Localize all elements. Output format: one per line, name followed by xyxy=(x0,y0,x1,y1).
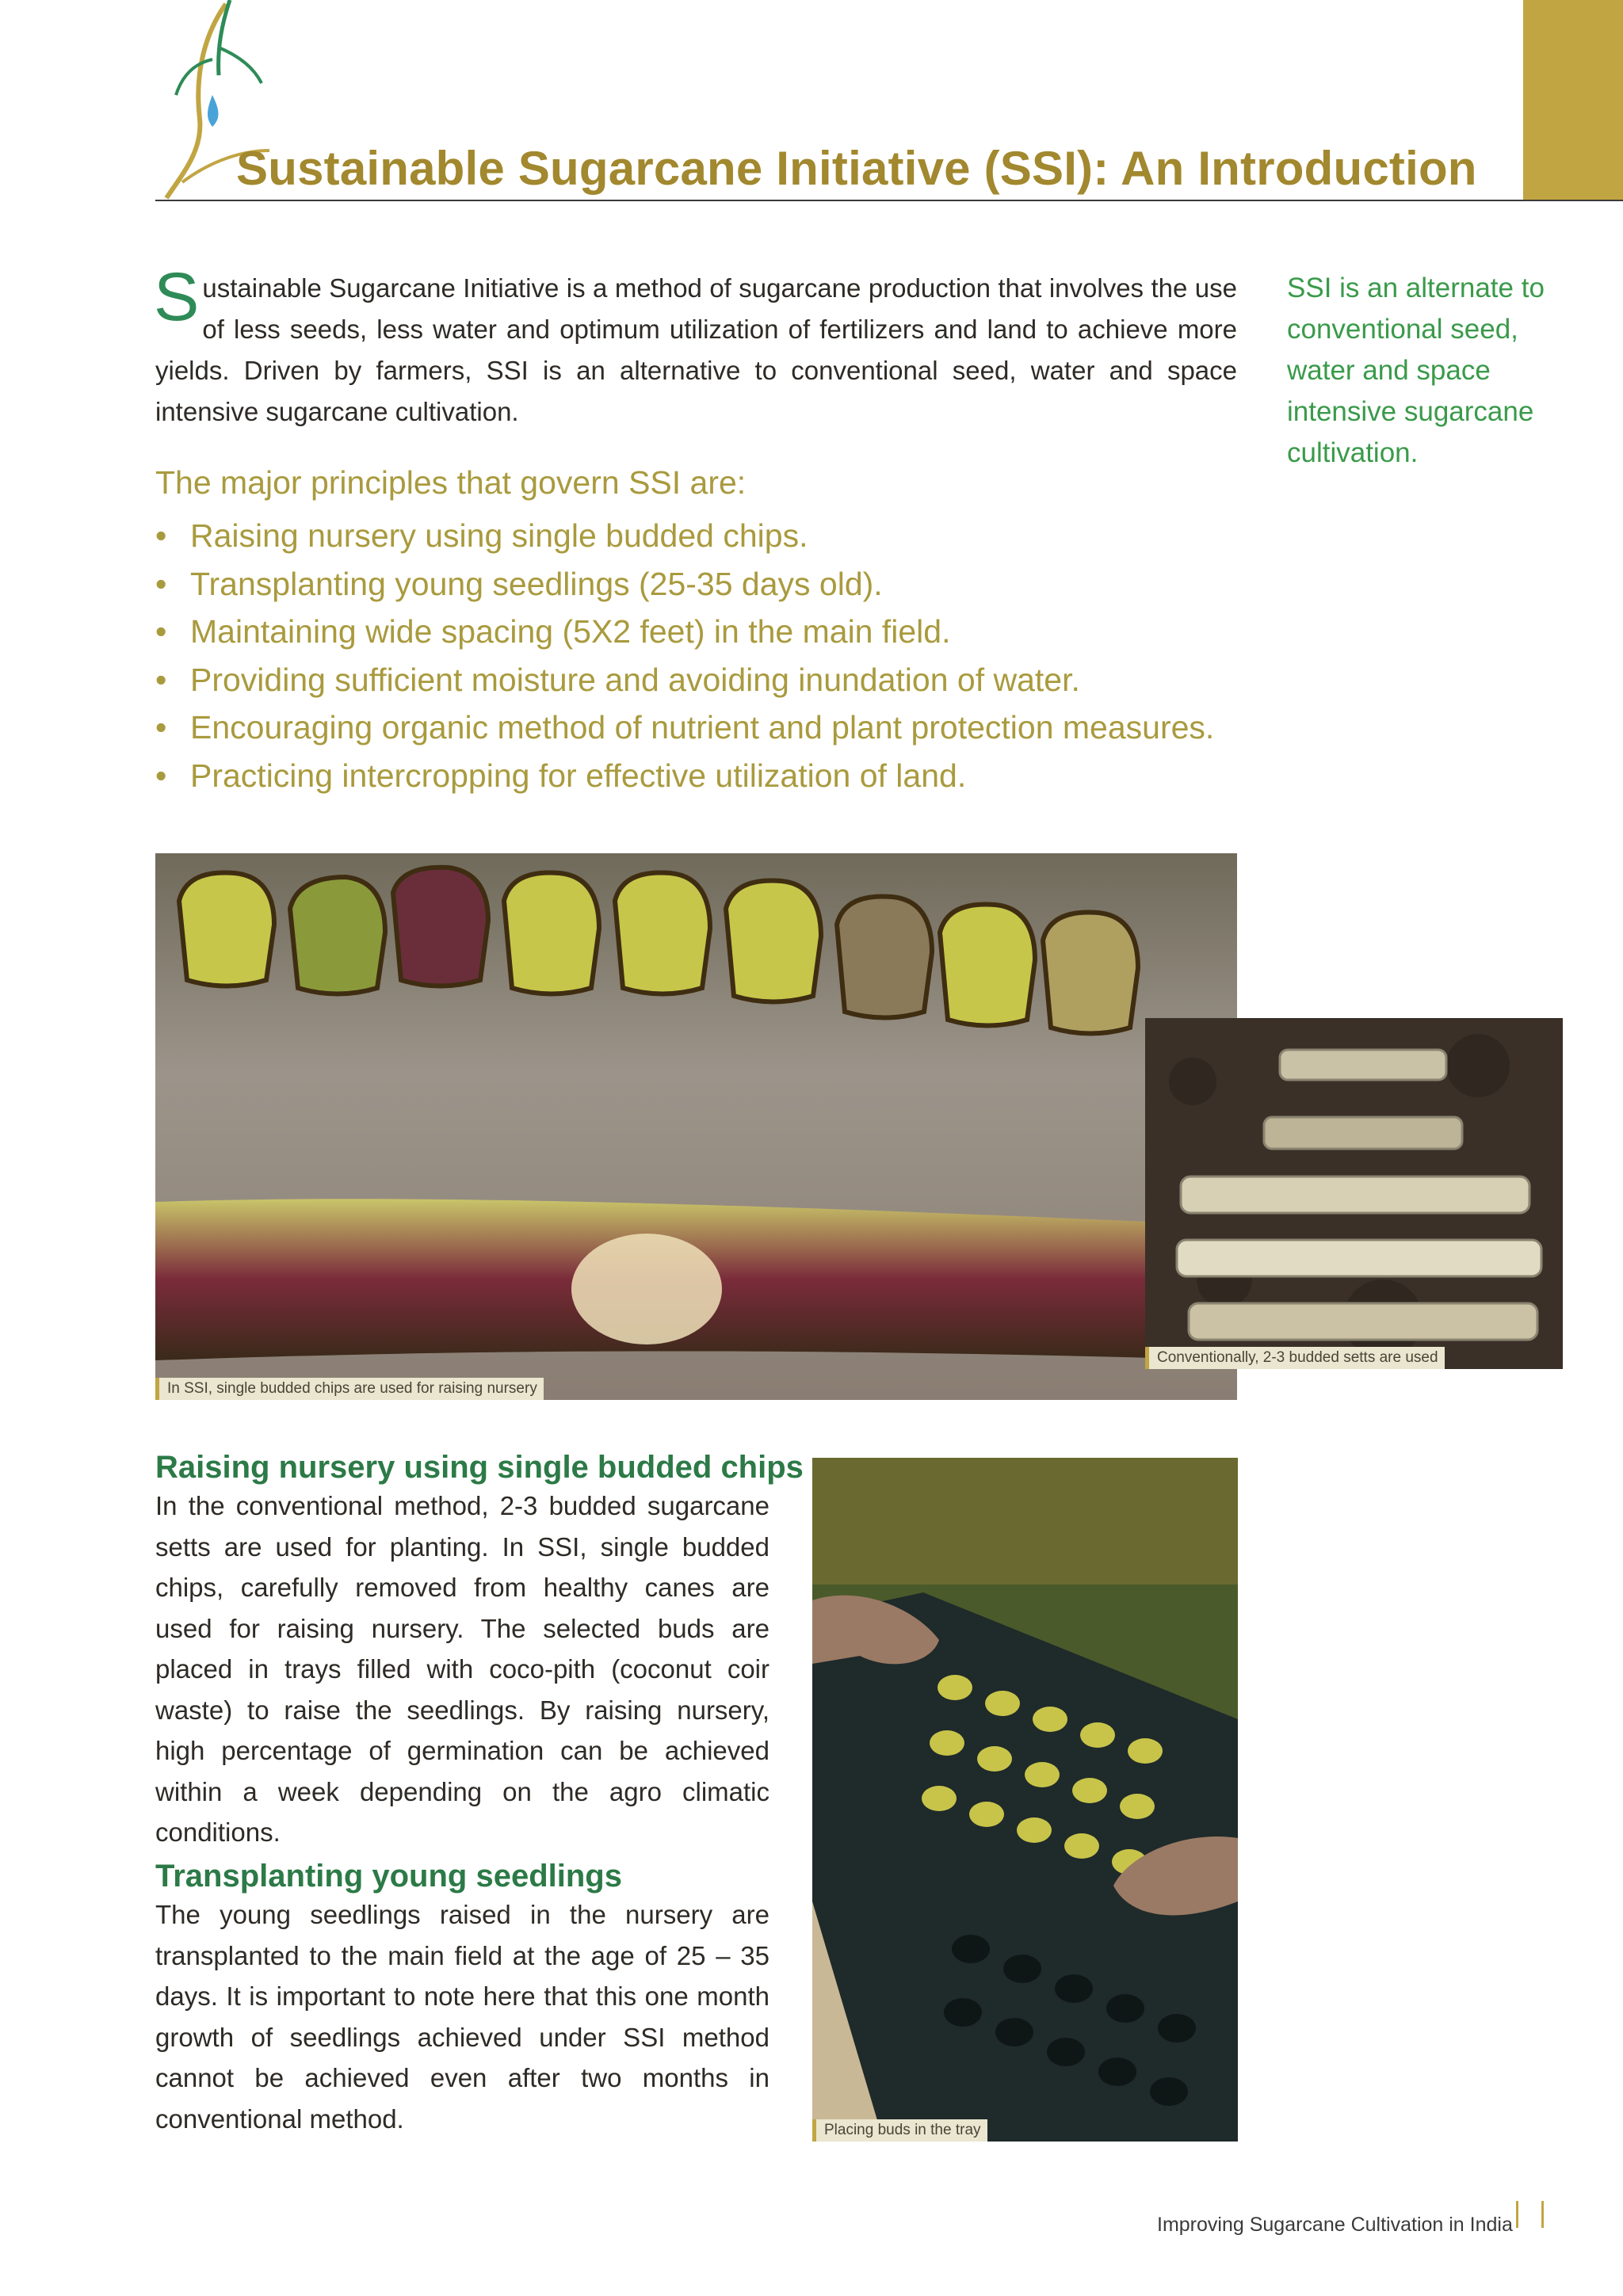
intro-text: ustainable Sugarcane Initiative is a method of sugarcane production that involves the use of less seeds, less water and optimum utilization of fertilizers and land to achieve more yields. Driven by farmers, SSI is an alternative to conventional seed, water and space intensive sugarcane cultivation. xyxy=(155,273,1237,426)
section-transplanting xyxy=(155,1859,769,2139)
chips-caption: In SSI, single budded chips are used for raising nursery xyxy=(155,1378,544,1400)
principles-list xyxy=(155,512,1214,799)
intro-dropcap: S xyxy=(154,259,200,335)
list-item xyxy=(155,752,1214,800)
bullet-icon: • xyxy=(155,757,167,794)
bullet-icon: • xyxy=(155,565,167,602)
page-title: Sustainable Sugarcane Initiative (SSI): An Introduction xyxy=(236,142,1477,195)
header-gold-tab xyxy=(1523,0,1623,200)
principles-heading: The major principles that govern SSI are: xyxy=(155,464,747,501)
bullet-icon: • xyxy=(155,613,167,650)
tray-photo xyxy=(812,1458,1238,2142)
section-body: The young seedlings raised in the nursery are transplanted to the main field at the age of 25 – 35 days. It is important to note here that this one month growth of seedlings achieved under SSI method cannot be achieved even after two months in conventional method. xyxy=(155,1900,769,2134)
tray-caption: Placing buds in the tray xyxy=(812,2119,987,2142)
section-title: Transplanting young seedlings xyxy=(155,1859,622,1894)
setts-photo xyxy=(1145,1018,1563,1369)
footer-separator xyxy=(1516,2201,1518,2228)
section-title: Raising nursery using single budded chips xyxy=(155,1450,804,1485)
principle-text: Encouraging organic method of nutrient and plant protection measures. xyxy=(190,709,1215,746)
bullet-icon: • xyxy=(155,709,167,746)
principle-text: Transplanting young seedlings (25-35 days old). xyxy=(190,565,883,602)
list-item xyxy=(155,608,1214,656)
title-divider xyxy=(155,200,1623,201)
section-raising-nursery xyxy=(155,1450,804,1853)
footer-text: Improving Sugarcane Cultivation in India xyxy=(1157,2214,1513,2236)
list-item xyxy=(155,512,1214,560)
section-body: In the conventional method, 2-3 budded sugarcane setts are used for planting. In SSI, single budded chips, carefully removed from healthy canes are used for raising nursery. The selected buds are placed in trays filled with coco-pith (coconut coir waste) to raise the seedlings. By raising nursery, high percentage of germination can be achieved within a week depending on the agro climatic conditions. xyxy=(155,1491,769,1847)
footer-marker xyxy=(1541,2201,1544,2228)
chips-photo xyxy=(155,853,1237,1400)
principle-text: Maintaining wide spacing (5X2 feet) in the main field. xyxy=(190,613,951,650)
list-item xyxy=(155,560,1214,608)
setts-caption: Conventionally, 2-3 budded setts are used xyxy=(1145,1347,1445,1369)
intro-paragraph xyxy=(154,259,1237,433)
bullet-icon: • xyxy=(155,661,167,698)
principle-text: Providing sufficient moisture and avoiding inundation of water. xyxy=(190,661,1080,698)
principle-text: Raising nursery using single budded chips. xyxy=(190,517,808,554)
list-item xyxy=(155,704,1214,752)
bullet-icon: • xyxy=(155,517,167,554)
sidebar-quote: SSI is an alternate to conventional seed, water and space intensive sugarcane cultivation. xyxy=(1287,273,1545,468)
principle-text: Practicing intercropping for effective utilization of land. xyxy=(190,757,967,794)
list-item xyxy=(155,656,1214,704)
